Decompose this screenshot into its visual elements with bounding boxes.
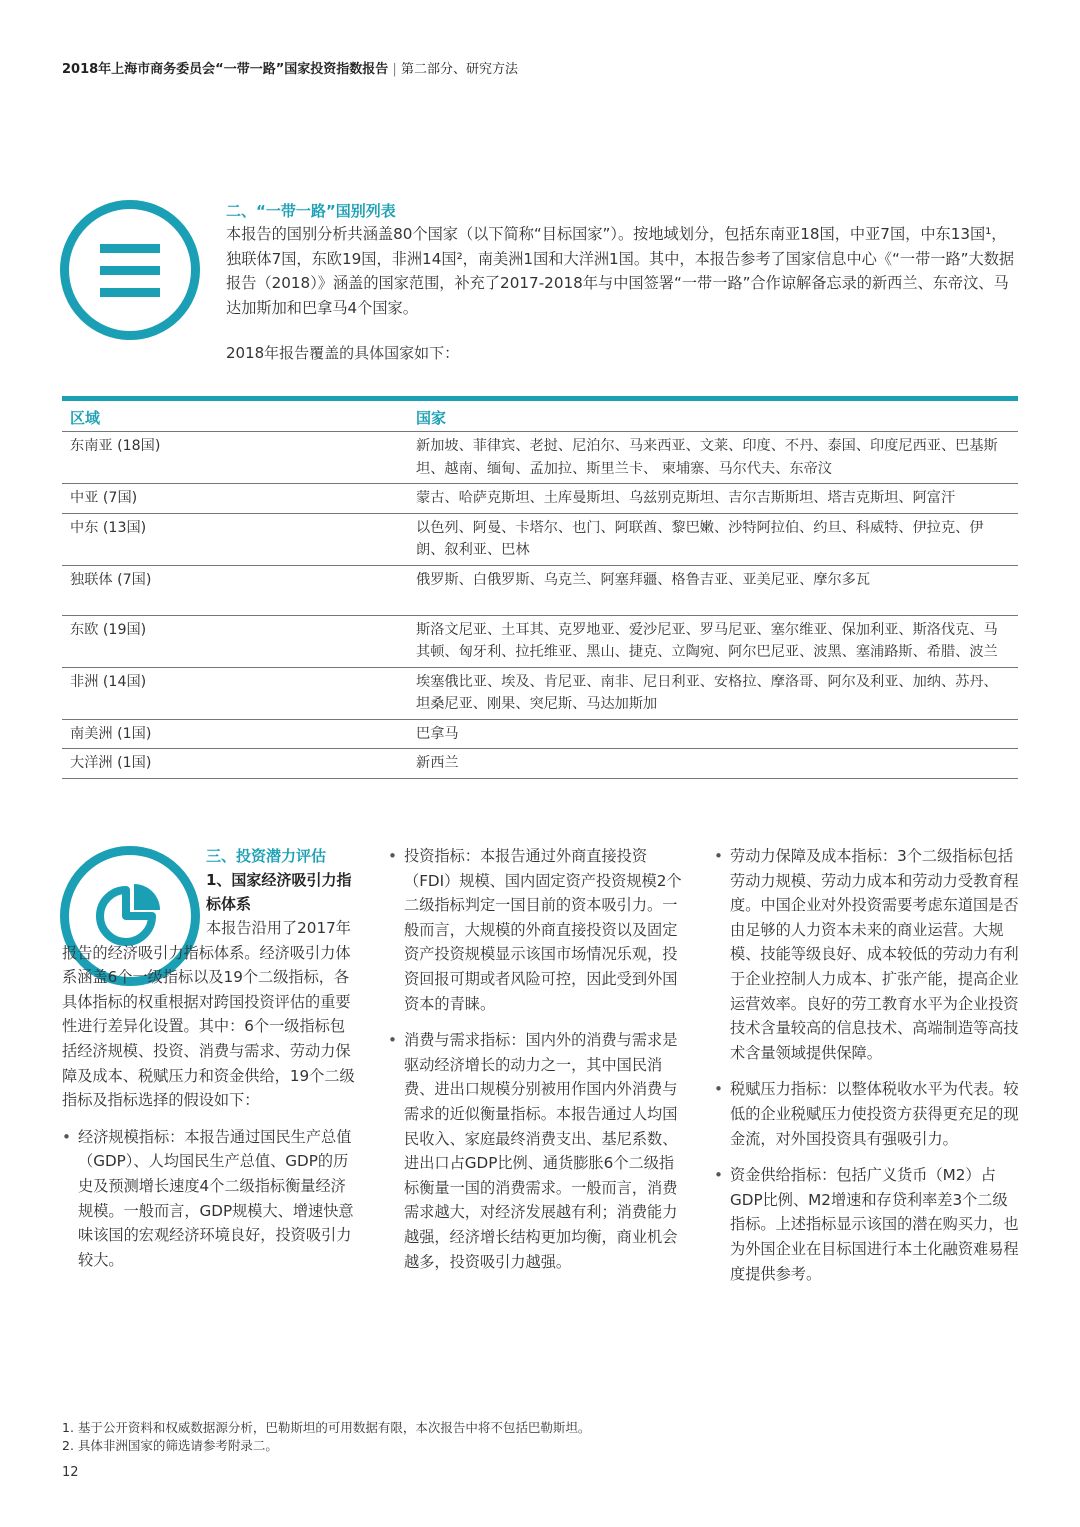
bullet-item: • 税赋压力指标：以整体税收水平为代表。较低的企业税赋压力使投资方获得更充足的现金流，对外国投资具有强吸引力。 — [714, 1077, 1020, 1151]
header-separator: | — [392, 62, 397, 77]
bullet-item: • 劳动力保障及成本指标：3个二级指标包括劳动力规模、劳动力成本和劳动力受教育程度。中国企业对外投资需要考虑东道国是否由足够的人力资本未来的商业运营。大规模、技能等级良好、成本较低的劳动力有利于企业控制人力成本、扩张产能，提高企业运营效率。良好的劳工教育水平为企业投资技术含量较高的信息技术、高端制造等高技术含量领域提供保障。 — [714, 844, 1020, 1065]
header-countries: 国家 — [416, 409, 447, 427]
countries-cell: 斯洛文尼亚、土耳其、克罗地亚、爱沙尼亚、罗马尼亚、塞尔维亚、保加利亚、斯洛伐克、马其顿、匈牙利、拉托维亚、黑山、捷克、立陶宛、阿尔巴尼亚、波黑、塞浦路斯、希腊、波兰 — [408, 615, 1018, 667]
section2-heading: 二、“一带一路”国别列表 — [226, 202, 396, 220]
table-row — [62, 615, 1018, 667]
column-2 — [388, 844, 686, 1274]
section2-intro: 本报告的国别分析共涵盖80个国家（以下简称“目标国家”）。按地域划分，包括东南亚18国，中亚7国，中东13国¹，独联体7国，东欧19国，非洲14国²，南美洲1国和大洋洲1国。其中，本报告参考了国家信息中心《“一带一路”大数据报告（2018）》涵盖的国家范围，补充了2017-2018年与中国签署“一带一路”合作谅解备忘录的新西兰、东帝汶、马达加斯加和巴拿马4个国家。 — [226, 225, 1015, 317]
region-cell: 东欧 (19国) — [62, 615, 408, 667]
header-section: 第二部分、研究方法 — [400, 62, 518, 77]
footnote: 2. 具体非洲国家的筛选请参考附录二。 — [62, 1438, 278, 1453]
countries-cell: 以色列、阿曼、卡塔尔、也门、阿联酋、黎巴嫩、沙特阿拉伯、约旦、科威特、伊拉克、伊朗、叙利亚、巴林 — [408, 513, 1018, 565]
table-row — [62, 432, 1018, 484]
table-row — [62, 749, 1018, 779]
col1-bullets — [62, 1125, 360, 1273]
table-row — [62, 484, 1018, 514]
country-table — [62, 396, 1018, 779]
list-icon — [60, 200, 200, 340]
column-1 — [62, 844, 360, 1272]
column-3 — [714, 844, 1020, 1286]
section3-heading: 三、投资潜力评估 — [206, 847, 327, 865]
region-cell: 非洲 (14国) — [62, 667, 408, 719]
section2-intro2: 2018年报告覆盖的具体国家如下： — [226, 344, 460, 362]
bullet-item: • 资金供给指标：包括广义货币（M2）占GDP比例、M2增速和存贷利率差3个二级指标。上述指标显示该国的潜在购买力，也为外国企业在目标国进行本土化融资难易程度提供参考。 — [714, 1163, 1020, 1286]
table-row — [62, 565, 1018, 615]
page-number: 12 — [62, 1465, 79, 1480]
table-row — [62, 719, 1018, 749]
bullet-item: • 经济规模指标：本报告通过国民生产总值（GDP）、人均国民生产总值、GDP的历史及预测增长速度4个二级指标衡量经济规模。一般而言，GDP规模大、增速快意味该国的宏观经济环境良好，投资吸引力较大。 — [62, 1125, 360, 1273]
region-cell: 东南亚 (18国) — [62, 432, 408, 484]
countries-cell: 新加坡、菲律宾、老挝、尼泊尔、马来西亚、文莱、印度、不丹、泰国、印度尼西亚、巴基斯坦、越南、缅甸、孟加拉、斯里兰卡、 柬埔寨、马尔代夫、东帝汶 — [408, 432, 1018, 484]
table-row — [62, 667, 1018, 719]
countries-cell: 新西兰 — [408, 749, 1018, 779]
header-region: 区域 — [70, 409, 101, 427]
countries-cell: 蒙古、哈萨克斯坦、土库曼斯坦、乌兹别克斯坦、吉尔吉斯斯坦、塔吉克斯坦、阿富汗 — [408, 484, 1018, 514]
region-cell: 大洋洲 (1国) — [62, 749, 408, 779]
report-title: 2018年上海市商务委员会“一带一路”国家投资指数报告 — [62, 62, 389, 77]
countries-cell: 埃塞俄比亚、埃及、肯尼亚、南非、尼日利亚、安格拉、摩洛哥、阿尔及利亚、加纳、苏丹、坦桑尼亚、刚果、突尼斯、马达加斯加 — [408, 667, 1018, 719]
region-cell: 独联体 (7国) — [62, 565, 408, 615]
table-row — [62, 513, 1018, 565]
running-header — [62, 58, 518, 77]
table-header-row — [62, 399, 1018, 432]
region-cell: 中亚 (7国) — [62, 484, 408, 514]
countries-cell: 俄罗斯、白俄罗斯、乌克兰、阿塞拜疆、格鲁吉亚、亚美尼亚、摩尔多瓦 — [408, 565, 1018, 615]
bullet-item: • 投资指标：本报告通过外商直接投资（FDI）规模、国内固定资产投资规模2个二级指标判定一国目前的资本吸引力。一般而言，大规模的外商直接投资以及固定资产投资规模显示该国市场情况乐观，投资回报可期或者风险可控，因此受到外国资本的青睐。 — [388, 844, 686, 1016]
region-cell: 南美洲 (1国) — [62, 719, 408, 749]
countries-cell: 巴拿马 — [408, 719, 1018, 749]
bullet-item: • 消费与需求指标：国内外的消费与需求是驱动经济增长的动力之一，其中国民消费、进出口规模分别被用作国内外消费与需求的近似衡量指标。本报告通过人均国民收入、家庭最终消费支出、基尼系数、进出口占GDP比例、通货膨胀6个二级指标衡量一国的消费需求。一般而言，消费需求越大，对经济发展越有利；消费能力越强，经济增长结构更加均衡，商业机会越多，投资吸引力越强。 — [388, 1028, 686, 1274]
footnote: 1. 基于公开资料和权威数据源分析，巴勒斯坦的可用数据有限，本次报告中将不包括巴勒斯坦。 — [62, 1420, 591, 1435]
section3-subheading: 1、国家经济吸引力指标体系 — [206, 871, 352, 913]
section3-intro: 本报告沿用了2017年报告的经济吸引力指标体系。经济吸引力体系涵盖6个一级指标以及19个二级指标，各具体指标的权重根据对跨国投资评估的重要性进行差异化设置。其中：6个一级指标包括经济规模、投资、消费与需求、劳动力保障及成本、税赋压力和资金供给，19个二级指标及指标选择的假设如下： — [62, 919, 355, 1110]
region-cell: 中东 (13国) — [62, 513, 408, 565]
